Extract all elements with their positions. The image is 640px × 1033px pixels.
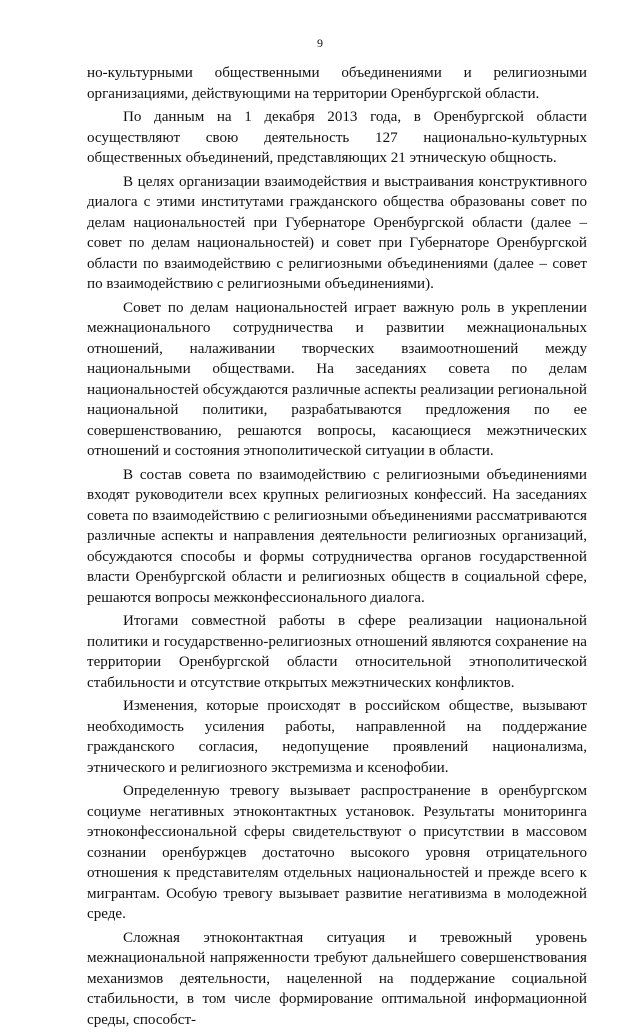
- paragraph: В целях организации взаимодействия и выстраивания конструктивного диалога с этими институтами гражданского общества образованы совет по делам национальностей при Губернаторе Оренбургской области (далее – совет по делам национальностей) и совет при Губернаторе Оренбургской области по взаимодействию с религиозными объединениями (далее – совет по взаимодействию с религиозными объединениями).: [87, 173, 587, 292]
- paragraph: Итогами совместной работы в сфере реализации национальной политики и государственно-религиозных отношений являются сохранение на территории Оренбургской области относительной этнополитической стабильности и отсутствие открытых межэтнических конфликтов.: [87, 613, 587, 691]
- paragraph: Определенную тревогу вызывает распространение в оренбургском социуме негативных этноконтактных установок. Результаты мониторинга этноконфессиональной сферы свидетельствуют о присутствии в массовом сознании оренбуржцев достаточно высокого уровня отрицательного отношения к представителям отдельных национальностей и прежде всего к мигрантам. Особую тревогу вызывает развитие негативизма в молодежной среде.: [87, 783, 587, 922]
- paragraph: Сложная этноконтактная ситуация и тревожный уровень межнациональной напряженности требуют дальнейшего совершенствования механизмов деятельности, нацеленной на поддержание социальной стабильности, в том числе формирование оптимальной информационной среды, способст-: [87, 929, 587, 1028]
- page-number: 9: [317, 36, 323, 50]
- paragraph: В состав совета по взаимодействию с религиозными объединениями входят руководители всех крупных религиозных конфессий. На заседаниях совета по взаимодействию с религиозными объединениями рассматриваются различные аспекты и направления деятельности религиозных организаций, обсуждаются способы и формы сотрудничества органов государственной власти Оренбургской области и религиозных обществ в социальной сфере, решаются вопросы межконфессионального диалога.: [87, 466, 587, 606]
- page-body: [87, 63, 587, 1033]
- paragraph: Совет по делам национальностей играет важную роль в укреплении межнационального сотрудничества и развитии межнациональных отношений, налаживании творческих взаимоотношений между национальными обществами. На заседаниях совета по делам национальностей обсуждаются различные аспекты реализации региональной национальной политики, разрабатываются предложения по ее совершенствованию, решаются вопросы, касающиеся межэтнических отношений и состояния этнополитической ситуации в области.: [87, 299, 587, 459]
- paragraph: но-культурными общественными объединениями и религиозными организациями, действующими на территории Оренбургской области.: [87, 65, 587, 102]
- paragraph: По данным на 1 декабря 2013 года, в Оренбургской области осуществляют свою деятельность 127 национально-культурных общественных объединений, представляющих 21 этническую общность.: [87, 109, 587, 166]
- paragraph: Изменения, которые происходят в российском обществе, вызывают необходимость усиления работы, направленной на поддержание гражданского согласия, недопущение проявлений национализма, этнического и религиозного экстремизма и ксенофобии.: [87, 698, 587, 776]
